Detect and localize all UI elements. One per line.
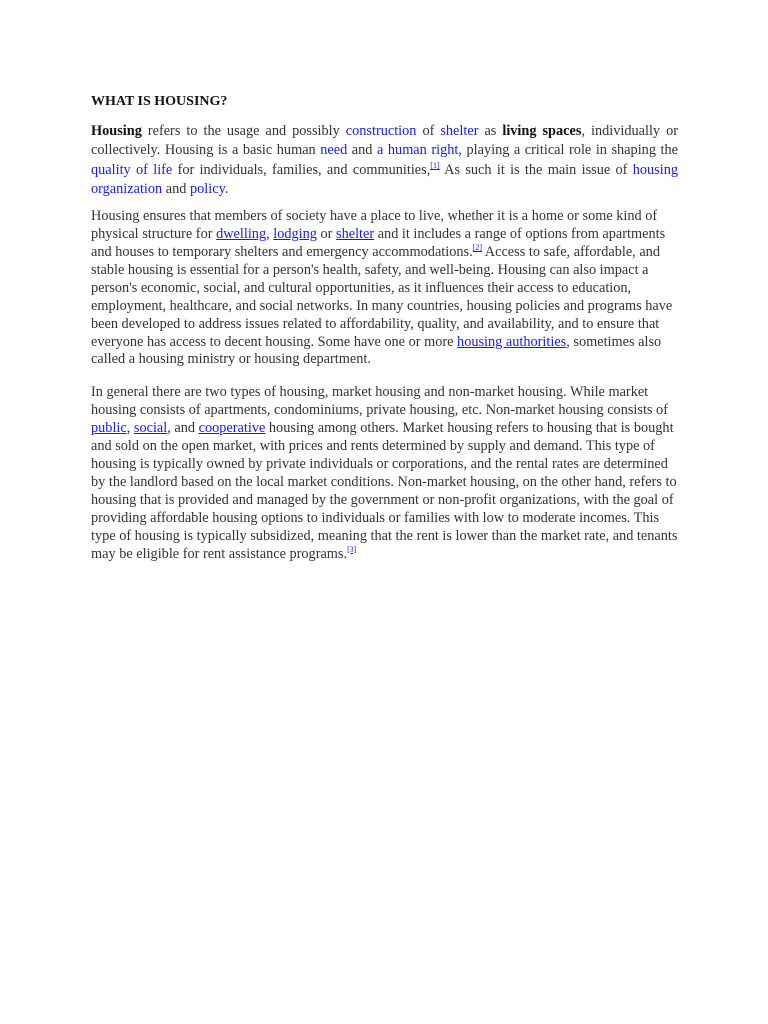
link-lodging[interactable]: lodging: [273, 226, 317, 243]
link-shelter[interactable]: shelter: [440, 123, 479, 139]
housing-purpose-paragraph: Housing ensures that members of society have a place to live, whether it is a home or some kind of physical structure for dwelling, lodging or shelter and it includes a range of options from apartments and houses to temporary shelters and emergency accommodations.[2] Access to safe, affordable, and stable housing is essential for a person's health, safety, and well-being. Housing can also impact a person's economic, social, and cultural opportunities, as it influences their access to education, employment, healthcare, and social networks. In many countries, housing policies and programs have been developed to address issues related to affordability, quality, and availability, and to ensure that everyone has access to decent housing. Some have one or more housing authorities, sometimes also called a housing ministry or housing department.: [91, 208, 673, 368]
intro-paragraph: Housing refers to the usage and possibly construction of shelter as living spaces, individually or collectively. Housing is a basic human need and a human right, playing a critical role in shaping the quality of life for individuals, families, and communities,[1] As such it is the main issue of housing organization and policy.: [91, 123, 678, 197]
link-need[interactable]: need: [320, 142, 348, 159]
link-human-right[interactable]: a human right: [377, 142, 459, 159]
link-shelter-2[interactable]: shelter: [336, 226, 375, 243]
housing-types-paragraph: In general there are two types of housing, market housing and non-market housing. While market housing consists of apartments, condominiums, private housing, etc. Non-market housing consists of public, social, and cooperative housing among others. Market housing refers to housing that is bought and sold on the open market, with prices and rents determined by supply and demand. This type of housing is typically owned by private individuals or corporations, and the rental rates are determined by the landlord based on the local market conditions. Non-market housing, on the other hand, refers to housing that is provided and managed by the government or non-profit organizations, with the goal of providing affordable housing options to individuals or families with low to moderate incomes. This type of housing is typically subsidized, meaning that the rent is lower than the market rate, and tenants may be eligible for rent assistance programs.[3]: [91, 384, 678, 562]
reference-3[interactable]: [3]: [347, 544, 357, 554]
term-living-spaces: living spaces: [502, 123, 582, 139]
link-quality-of-life[interactable]: quality of life: [91, 161, 173, 178]
page-title: WHAT IS HOUSING?: [91, 94, 228, 109]
link-social[interactable]: social: [133, 420, 168, 437]
link-policy[interactable]: policy: [190, 180, 225, 197]
link-dwelling[interactable]: dwelling: [216, 226, 267, 243]
link-public[interactable]: public: [91, 420, 127, 437]
link-housing-organization[interactable]: housing organization: [91, 161, 678, 197]
link-construction[interactable]: construction: [345, 123, 417, 139]
document-page: [91, 93, 678, 563]
term-housing: Housing: [91, 123, 142, 139]
link-housing-authorities[interactable]: housing authorities: [457, 333, 567, 350]
reference-1[interactable]: [1]: [430, 160, 440, 170]
reference-2[interactable]: [2]: [472, 243, 482, 252]
link-cooperative[interactable]: cooperative: [198, 420, 266, 437]
